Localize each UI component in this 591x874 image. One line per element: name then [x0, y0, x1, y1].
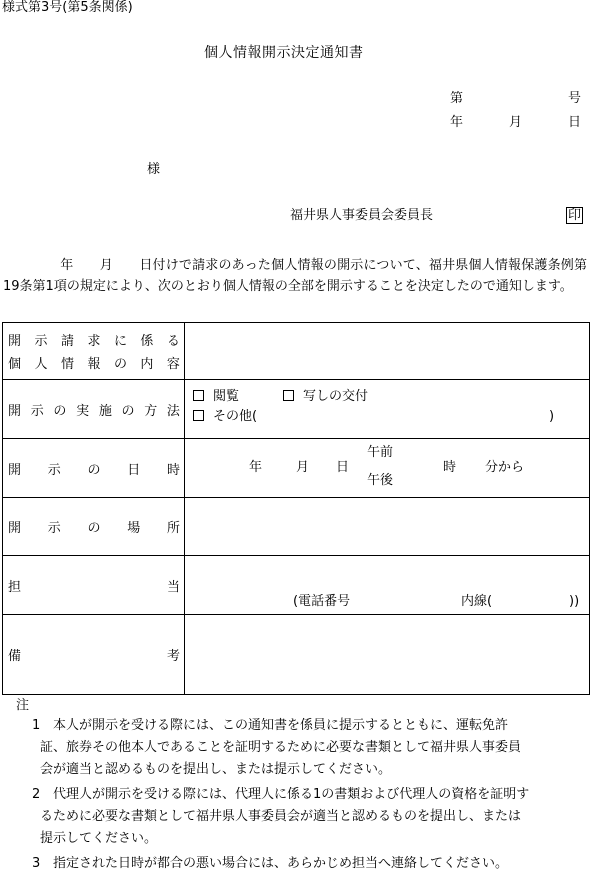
value-datetime	[185, 439, 590, 498]
label-place: 開 示 の 場 所	[3, 498, 185, 556]
addressee-suffix: 様	[147, 162, 161, 177]
row-info-content	[3, 323, 590, 380]
note-line: 本人が開示を受ける際には、この通知書を係員に提示するとともに、運転免許	[53, 718, 509, 733]
label-remarks: 備 考	[3, 615, 185, 695]
checkbox-copy[interactable]	[283, 390, 294, 401]
datetime-year: 年	[249, 460, 263, 475]
label-info-content	[3, 323, 185, 380]
option-copy: 写しの交付	[303, 389, 369, 404]
label-contact: 担 当	[3, 556, 185, 615]
checkbox-view[interactable]	[193, 390, 204, 401]
label-line: 個 人 情 報 の 内 容	[8, 357, 180, 372]
datetime-minute-from: 分から	[485, 460, 525, 475]
document-title: 個人情報開示決定通知書	[204, 45, 364, 61]
value-remarks[interactable]	[185, 615, 590, 695]
datetime-hour: 時	[443, 460, 457, 475]
row-datetime	[3, 439, 590, 498]
value-info-content[interactable]	[185, 323, 590, 380]
row-method	[3, 380, 590, 439]
value-place[interactable]	[185, 498, 590, 556]
date-day: 日	[568, 115, 582, 130]
label-datetime: 開 示 の 日 時	[3, 439, 185, 498]
seal-text: 印	[568, 208, 582, 223]
option-view: 閲覧	[213, 389, 240, 404]
seal-mark	[566, 207, 583, 224]
note-line: 証、旅券その他本人であることを証明するために必要な書類として福井県人事委員	[40, 740, 522, 755]
form-id: 様式第3号(第5条関係)	[2, 0, 133, 15]
datetime-day: 日	[336, 460, 350, 475]
issuer-name: 福井県人事委員会委員長	[290, 208, 434, 223]
body-text: 請求のあった個人情報の開示について、福井県個人情報保護条例第19条第1項の規定により、次のとおり個人情報の全部を開示することを決定したので通知します。	[3, 258, 587, 294]
note-line: 指定された日時が都合の悪い場合には、あらかじめ担当へ連絡してください。	[53, 856, 509, 871]
option-other: その他(	[213, 409, 258, 424]
date-year: 年	[450, 115, 464, 130]
datetime-pm: 午後	[367, 473, 394, 488]
note-number: 1	[32, 718, 41, 733]
row-place	[3, 498, 590, 556]
note-line: 代理人が開示を受ける際には、代理人に係る1の書類および代理人の資格を証明す	[53, 787, 530, 802]
doc-number-dai: 第	[450, 91, 464, 106]
notes-heading: 注	[16, 698, 30, 713]
row-remarks	[3, 615, 590, 695]
note-number: 3	[32, 856, 41, 871]
note-line: 会が適当と認めるものを提出し、または提示してください。	[40, 762, 392, 777]
notice-body	[3, 255, 587, 297]
body-date-prefix: 年 月 日付けで	[60, 258, 193, 273]
contact-close: ))	[569, 594, 580, 609]
checkbox-other[interactable]	[193, 410, 204, 421]
value-method	[185, 380, 590, 439]
contact-extension-label: 内線(	[461, 594, 493, 609]
date-month: 月	[509, 115, 523, 130]
doc-number-go: 号	[568, 91, 582, 106]
row-contact	[3, 556, 590, 615]
datetime-month: 月	[296, 460, 310, 475]
note-line: るために必要な書類として福井県人事委員会が適当と認めるものを提出し、または	[40, 809, 522, 824]
contact-phone-label: (電話番号	[293, 594, 351, 609]
label-line: 開 示 請 求 に 係 る	[8, 334, 180, 349]
datetime-am: 午前	[367, 445, 394, 460]
disclosure-table	[2, 322, 590, 695]
note-number: 2	[32, 787, 41, 802]
label-method: 開 示 の 実 施 の 方 法	[3, 380, 185, 439]
note-line: 提示してください。	[40, 831, 158, 846]
value-contact	[185, 556, 590, 615]
option-other-close: )	[549, 409, 555, 424]
